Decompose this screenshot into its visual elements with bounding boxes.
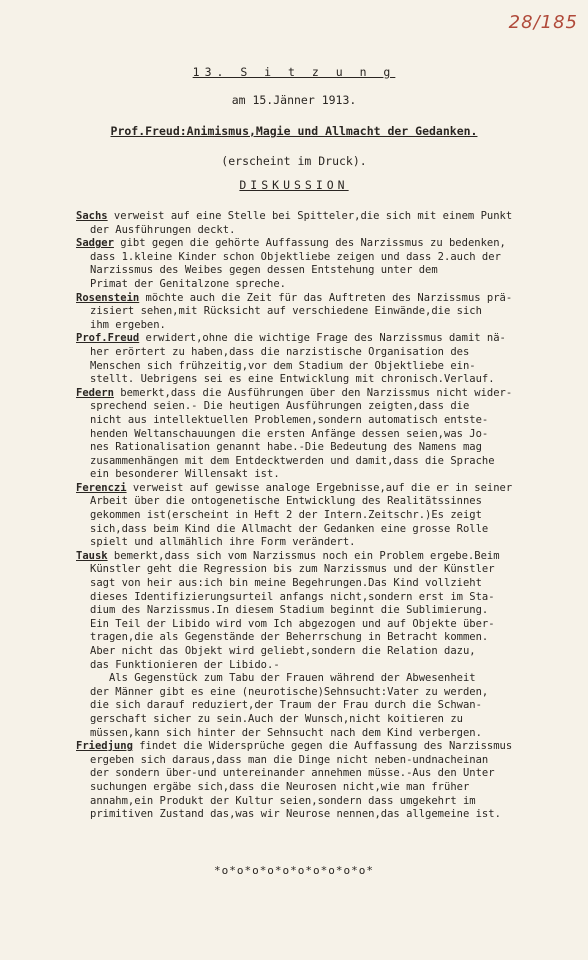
text-line: [76, 251, 586, 265]
text-line: [76, 781, 586, 795]
line-text: gibt gegen die gehörte Auffassung des Narzissmus zu bedenken,: [113, 237, 506, 250]
speaker-name: Sachs: [76, 210, 108, 222]
text-line: [76, 550, 586, 564]
discussion-entry: [76, 292, 586, 333]
line-text: der sondern über-und untereinander annehmen müsse.-Aus den Unter: [90, 767, 495, 780]
text-line: [76, 536, 586, 550]
line-text: verweist auf eine Stelle bei Spitteler,die sich mit einem Punkt: [107, 210, 513, 222]
line-text: Ein Teil der Libido wird vom Ich abgezogen und auf Objekte über-: [90, 617, 495, 630]
discussion-entry: [76, 550, 586, 740]
discussion-entry: [76, 387, 586, 482]
line-text: Aber nicht das Objekt wird geliebt,sondern die Relation dazu,: [90, 645, 476, 657]
line-text: findet die Widersprüche gegen die Auffassung des Narzissmus: [132, 740, 513, 753]
line-text: gekommen ist(erscheint in Heft 2 der Intern.Zeitschr.)Es zeigt: [90, 509, 482, 522]
text-line: [76, 645, 586, 659]
line-text: der Männer gibt es eine (neurotische)Sehnsucht:Vater zu werden,: [90, 685, 489, 698]
text-line: [76, 224, 586, 238]
lecture-title: Prof.Freud:Animismus,Magie und Allmacht der Gedanken.: [110, 124, 478, 138]
text-line: [76, 441, 586, 455]
discussion-entry: [76, 210, 586, 237]
speaker-name: Federn: [76, 386, 114, 399]
speaker-name: Tausk: [76, 549, 108, 562]
line-text: dium des Narzissmus.In diesem Stadium beginnt die Sublimierung.: [90, 604, 489, 617]
text-line: [76, 591, 586, 605]
line-text: henden Weltanschauungen die ersten Anfänge dessen seien,was Jo-: [90, 427, 489, 440]
line-text: die sich darauf reduziert,der Traum der Frau durch die Schwan-: [90, 699, 482, 712]
line-text: bemerkt,dass die Ausführungen über den Narzissmus nicht wider-: [113, 386, 513, 399]
line-text: nicht aus intellektuellen Problemen,sondern automatisch entste-: [90, 413, 489, 426]
line-text: müssen,kann sich hinter der Sehnsucht nach dem Kind verbergen.: [90, 726, 482, 739]
line-text: der Ausführungen deckt.: [90, 223, 236, 236]
archive-number: 28/185: [508, 12, 578, 33]
text-line: [76, 618, 586, 632]
line-text: Narzissmus des Weibes gegen dessen Entstehung unter dem: [90, 264, 438, 277]
line-text: Menschen sich frühzeitig,vor dem Stadium der Objektliebe ein-: [90, 359, 476, 372]
text-line: [76, 699, 586, 713]
line-text: das Funktionieren der Libido.-: [90, 658, 280, 671]
text-line: [76, 754, 586, 768]
text-line: [76, 319, 586, 333]
speaker-name: Rosenstein: [76, 291, 140, 304]
text-line: [76, 672, 586, 686]
text-line: [76, 563, 586, 577]
text-line: [76, 509, 586, 523]
line-text: tragen,die als Gegenstände der Beherrschung in Betracht kommen.: [90, 631, 489, 644]
print-note: (erscheint im Druck).: [221, 154, 367, 168]
line-text: annahm,ein Produkt der Kultur seien,sondern dass umgekehrt im: [90, 794, 476, 807]
session-title: 13. S i t z u n g: [192, 65, 396, 79]
text-line: [76, 631, 586, 645]
text-line: [76, 727, 586, 741]
text-line: [76, 305, 586, 319]
text-line: [76, 808, 586, 822]
text-line: [76, 373, 586, 387]
text-line: [76, 346, 586, 360]
line-text: sprechend seien.- Die heutigen Ausführungen zeigten,dass die: [90, 400, 470, 413]
text-line: [76, 659, 586, 673]
line-text: suchungen ergäbe sich,dass die Neurosen nicht,wie man früher: [90, 780, 470, 793]
discussion-body: [76, 210, 586, 822]
line-text: nes Rationalisation genannt habe.-Die Bedeutung des Namens mag: [90, 441, 482, 454]
session-date: am 15.Jänner 1913.: [231, 93, 357, 107]
line-text: ergeben sich daraus,dass man die Dinge nicht neben-undnacheinan: [90, 753, 489, 766]
text-line: [76, 740, 586, 754]
line-text: her erörtert zu haben,dass die narzistische Organisation des: [90, 345, 470, 358]
line-text: spielt und allmählich ihre Form verändert.: [90, 536, 356, 549]
text-line: [76, 332, 586, 346]
text-line: [76, 577, 586, 591]
text-line: [76, 767, 586, 781]
line-text: stellt. Uebrigens sei es eine Entwicklung mit chronisch.Verlauf.: [90, 373, 495, 386]
line-text: ihm ergeben.: [90, 318, 166, 331]
text-line: [76, 278, 586, 292]
closing-ornament: *o*o*o*o*o*o*o*o*o*o*: [213, 864, 375, 877]
speaker-name: Sadger: [76, 237, 114, 250]
text-line: [76, 210, 586, 224]
text-line: [76, 237, 586, 251]
text-line: [76, 795, 586, 809]
text-line: [76, 523, 586, 537]
text-line: [76, 264, 586, 278]
discussion-entry: [76, 482, 586, 550]
line-text: möchte auch die Zeit für das Auftreten des Narzissmus prä-: [139, 291, 513, 304]
text-line: [76, 468, 586, 482]
line-text: gerschaft sicher zu sein.Auch der Wunsch,nicht koitieren zu: [90, 712, 463, 725]
discussion-entry: [76, 332, 586, 386]
line-text: Primat der Genitalzone spreche.: [90, 277, 286, 290]
line-text: dieses Identifizierungsurteil anfangs nicht,sondern erst im Sta-: [90, 590, 495, 603]
speaker-name: Friedjung: [76, 740, 133, 753]
text-line: [76, 482, 586, 496]
line-text: Als Gegenstück zum Tabu der Frauen während der Abwesenheit: [90, 672, 476, 685]
line-text: erwidert,ohne die wichtige Frage des Narzissmus damit nä-: [139, 332, 506, 345]
text-line: [76, 292, 586, 306]
text-line: [76, 387, 586, 401]
section-heading: DISKUSSION: [239, 178, 349, 192]
text-line: [76, 713, 586, 727]
line-text: Arbeit über die ontogenetische Entwicklung des Realitätssinnes: [90, 495, 482, 508]
speaker-name: Prof.Freud: [76, 332, 140, 345]
text-line: [76, 686, 586, 700]
text-line: [76, 455, 586, 469]
text-line: [76, 414, 586, 428]
text-line: [76, 360, 586, 374]
text-line: [76, 428, 586, 442]
text-line: [76, 400, 586, 414]
line-text: bemerkt,dass sich vom Narzissmus noch ein Problem ergebe.Beim: [107, 549, 500, 562]
line-text: ein besonderer Willensakt ist.: [90, 468, 280, 481]
discussion-entry: [76, 740, 586, 822]
line-text: sagt von heir aus:ich bin meine Begehrungen.Das Kind vollzieht: [90, 577, 482, 590]
speaker-name: Ferenczi: [76, 481, 127, 494]
discussion-entry: [76, 237, 586, 291]
text-line: [76, 604, 586, 618]
line-text: dass 1.kleine Kinder schon Objektliebe zeigen und dass 2.auch der: [90, 250, 501, 263]
text-line: [76, 495, 586, 509]
line-text: Künstler geht die Regression bis zum Narzissmus und der Künstler: [90, 563, 495, 576]
line-text: zusammenhängen mit dem Entdecktwerden und damit,dass die Sprache: [90, 454, 495, 467]
line-text: sich,dass beim Kind die Allmacht der Gedanken eine grosse Rolle: [90, 522, 489, 535]
line-text: verweist auf gewisse analoge Ergebnisse,auf die er in seiner: [126, 481, 513, 494]
line-text: primitiven Zustand das,was wir Neurose nennen,das allgemeine ist.: [90, 808, 501, 821]
line-text: zisiert sehen,mit Rücksicht auf verschiedene Einwände,die sich: [90, 305, 482, 318]
